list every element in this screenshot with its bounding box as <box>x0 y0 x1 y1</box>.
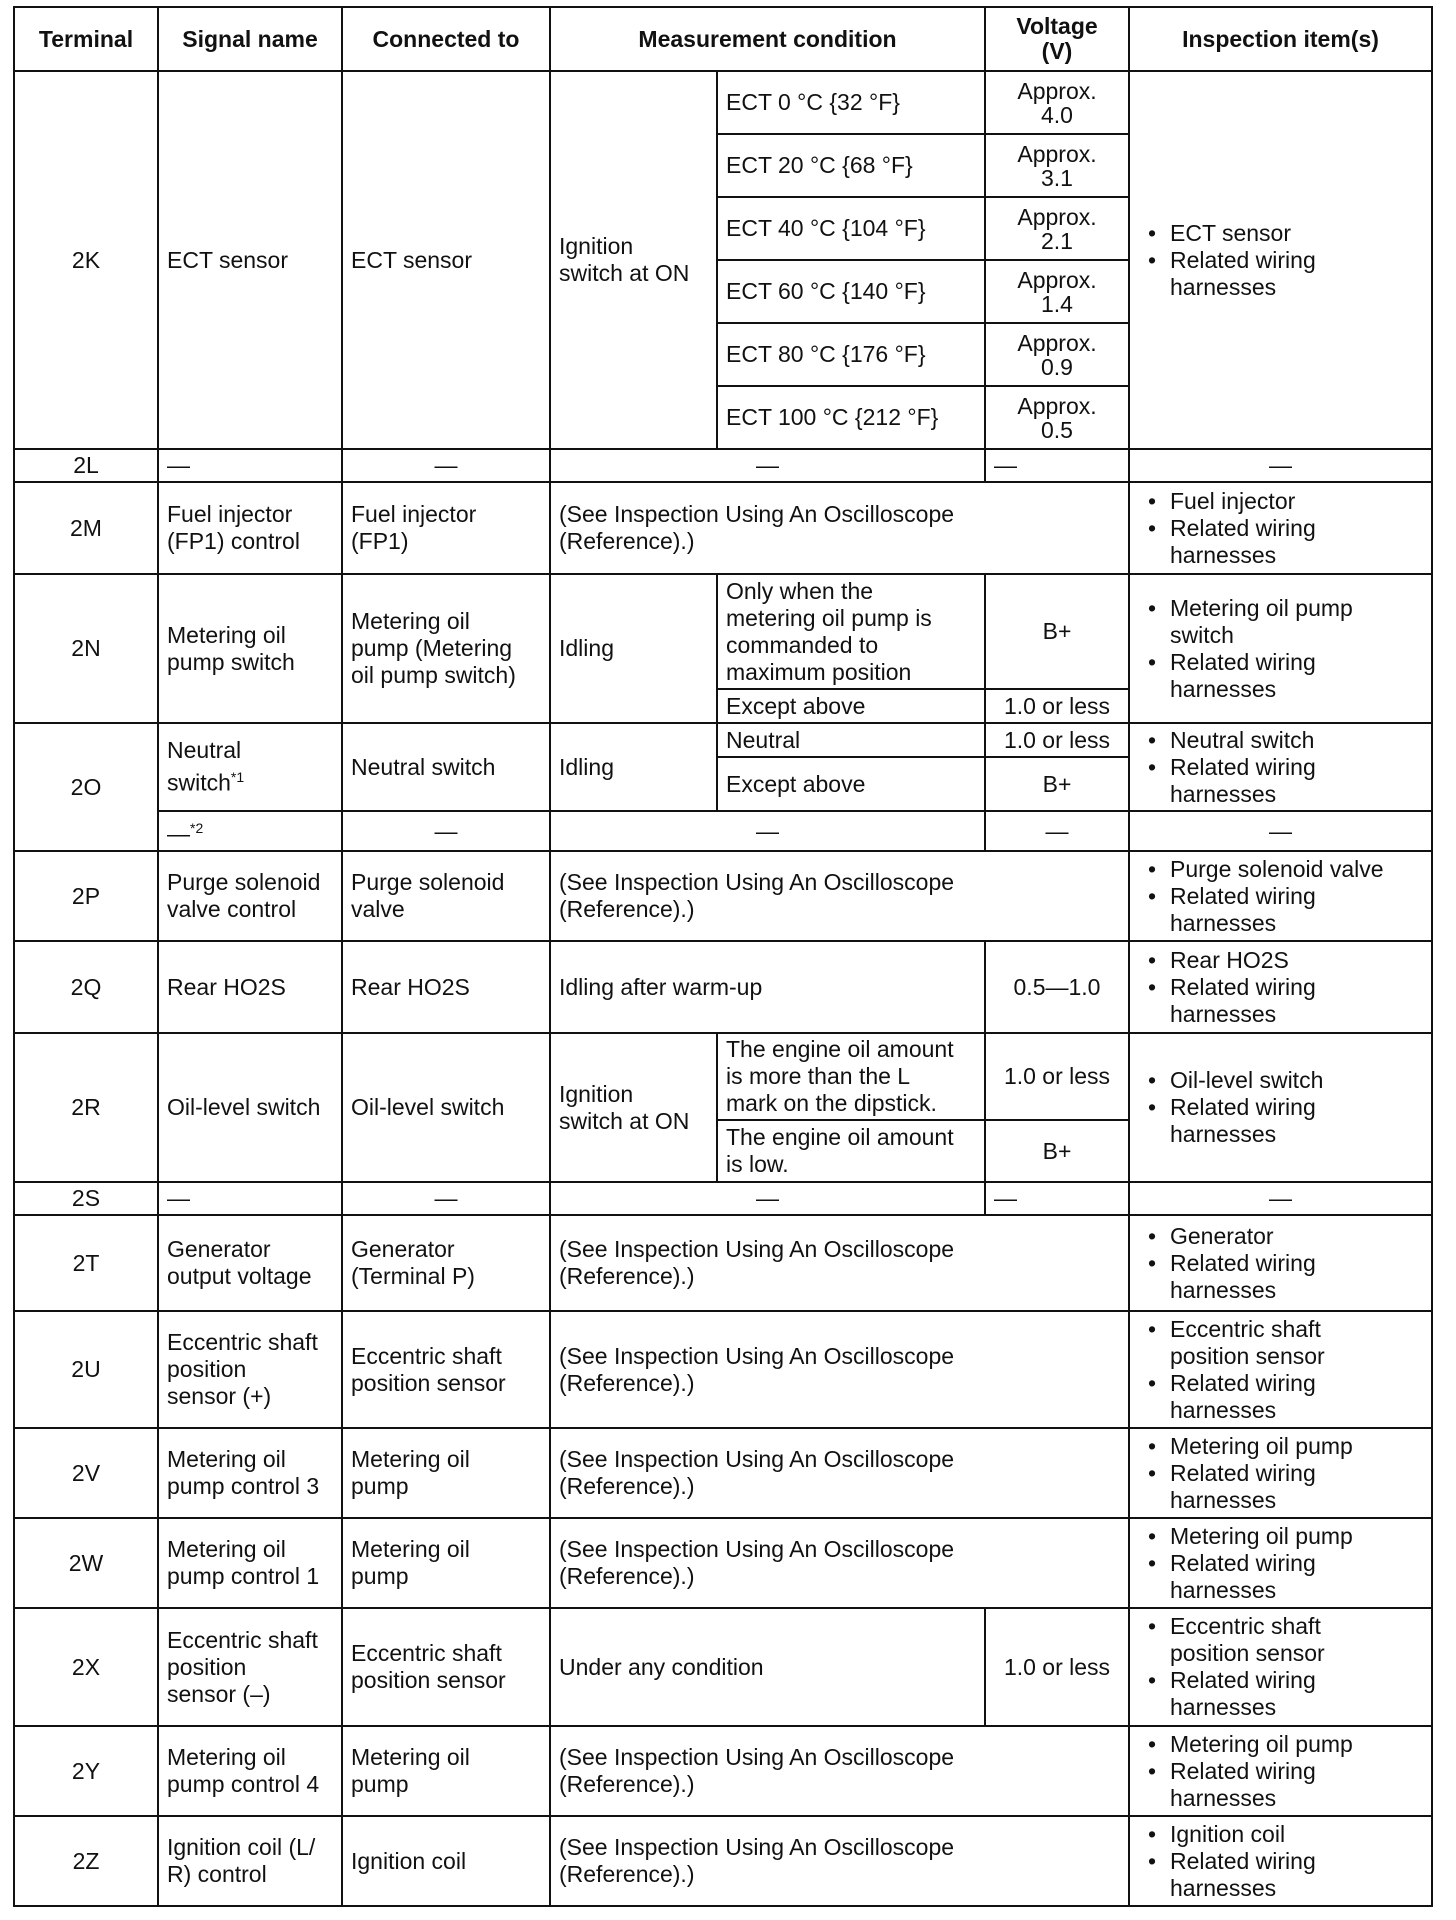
inspection-item: • Metering oil pump switch <box>1138 595 1423 649</box>
connected-cell: Metering oil pump <box>342 1726 550 1816</box>
condition-cell: Idling <box>550 574 717 723</box>
inspection-item: • Related wiring harnesses <box>1138 515 1423 569</box>
table-row <box>14 1608 1432 1726</box>
inspection-cell: — <box>1129 1182 1432 1215</box>
signal-cell <box>158 723 342 811</box>
subcondition-cell: The engine oil amount is more than the L mark on the dipstick. <box>717 1033 985 1120</box>
subcondition-cell: ECT 80 °C {176 °F} <box>717 323 985 386</box>
subcondition-cell: Except above <box>717 757 985 811</box>
header-measurement-condition: Measurement condition <box>550 7 985 71</box>
subcondition-cell: ECT 100 °C {212 °F} <box>717 386 985 449</box>
signal-cell: Fuel injector (FP1) control <box>158 482 342 574</box>
inspection-item: • Related wiring harnesses <box>1138 1848 1423 1902</box>
inspection-item: • Rear HO2S <box>1138 947 1423 974</box>
condition-cell: (See Inspection Using An Oscilloscope (Reference).) <box>550 482 1129 574</box>
header-voltage: Voltage (V) <box>985 7 1129 71</box>
inspection-cell <box>1129 1608 1432 1726</box>
signal-cell: Metering oil pump switch <box>158 574 342 723</box>
terminal-cell: 2R <box>14 1033 158 1182</box>
signal-cell: Purge solenoid valve control <box>158 851 342 941</box>
condition-cell: Idling <box>550 723 717 811</box>
terminal-cell: 2Q <box>14 941 158 1033</box>
voltage-cell: B+ <box>985 1120 1129 1182</box>
connected-cell: Metering oil pump <box>342 1428 550 1518</box>
terminal-cell: 2Y <box>14 1726 158 1816</box>
table-row <box>14 574 1432 689</box>
voltage-cell: 0.5—1.0 <box>985 941 1129 1033</box>
inspection-cell <box>1129 941 1432 1033</box>
condition-cell: (See Inspection Using An Oscilloscope (Reference).) <box>550 1215 1129 1311</box>
voltage-cell: B+ <box>985 757 1129 811</box>
signal-cell: Metering oil pump control 1 <box>158 1518 342 1608</box>
connected-cell: — <box>342 811 550 851</box>
table-row <box>14 811 1432 851</box>
subcondition-cell: The engine oil amount is low. <box>717 1120 985 1182</box>
footnote-marker: *2 <box>190 819 204 836</box>
terminal-voltage-table <box>13 6 1433 1907</box>
connected-cell: Metering oil pump <box>342 1518 550 1608</box>
subcondition-cell: ECT 0 °C {32 °F} <box>717 71 985 134</box>
voltage-cell: 1.0 or less <box>985 1608 1129 1726</box>
inspection-cell: — <box>1129 811 1432 851</box>
inspection-item: • Related wiring harnesses <box>1138 1370 1423 1424</box>
terminal-cell: 2N <box>14 574 158 723</box>
terminal-cell: 2W <box>14 1518 158 1608</box>
terminal-cell: 2T <box>14 1215 158 1311</box>
signal-cell: Eccentric shaft position sensor (–) <box>158 1608 342 1726</box>
header-signal-name: Signal name <box>158 7 342 71</box>
connected-cell: Generator (Terminal P) <box>342 1215 550 1311</box>
inspection-item: • Related wiring harnesses <box>1138 247 1423 301</box>
inspection-cell <box>1129 71 1432 449</box>
signal-cell: ECT sensor <box>158 71 342 449</box>
voltage-cell: — <box>985 449 1129 482</box>
table-row <box>14 449 1432 482</box>
terminal-cell: 2P <box>14 851 158 941</box>
terminal-cell: 2S <box>14 1182 158 1215</box>
signal-text: — <box>167 820 190 847</box>
condition-cell: Idling after warm-up <box>550 941 985 1033</box>
inspection-item: • Related wiring harnesses <box>1138 649 1423 703</box>
terminal-cell: 2X <box>14 1608 158 1726</box>
condition-cell: — <box>550 1182 985 1215</box>
inspection-item: • Related wiring harnesses <box>1138 754 1423 808</box>
signal-cell: Oil-level switch <box>158 1033 342 1182</box>
signal-cell: Rear HO2S <box>158 941 342 1033</box>
inspection-cell <box>1129 1215 1432 1311</box>
inspection-cell <box>1129 1311 1432 1428</box>
condition-cell: Under any condition <box>550 1608 985 1726</box>
connected-cell: Purge solenoid valve <box>342 851 550 941</box>
inspection-cell: — <box>1129 449 1432 482</box>
connected-cell: Fuel injector (FP1) <box>342 482 550 574</box>
table-row <box>14 1311 1432 1428</box>
inspection-cell <box>1129 1726 1432 1816</box>
subcondition-cell: ECT 60 °C {140 °F} <box>717 260 985 323</box>
voltage-cell: B+ <box>985 574 1129 689</box>
signal-cell: Generator output voltage <box>158 1215 342 1311</box>
condition-cell: (See Inspection Using An Oscilloscope (Reference).) <box>550 1311 1129 1428</box>
inspection-item: • Oil-level switch <box>1138 1067 1423 1094</box>
table-row <box>14 1033 1432 1120</box>
inspection-item: • Related wiring harnesses <box>1138 974 1423 1028</box>
signal-cell <box>158 811 342 851</box>
signal-cell: Metering oil pump control 3 <box>158 1428 342 1518</box>
inspection-item: • Eccentric shaft position sensor <box>1138 1316 1423 1370</box>
inspection-item: • Purge solenoid valve <box>1138 856 1423 883</box>
connected-cell: Eccentric shaft position sensor <box>342 1311 550 1428</box>
inspection-item: • Neutral switch <box>1138 727 1423 754</box>
signal-cell: Eccentric shaft position sensor (+) <box>158 1311 342 1428</box>
table-row <box>14 941 1432 1033</box>
condition-cell: — <box>550 811 985 851</box>
table-row <box>14 482 1432 574</box>
inspection-item: • Related wiring harnesses <box>1138 1460 1423 1514</box>
table-row <box>14 1215 1432 1311</box>
connected-cell: ECT sensor <box>342 71 550 449</box>
inspection-item: • Ignition coil <box>1138 1821 1423 1848</box>
inspection-cell <box>1129 1033 1432 1182</box>
terminal-cell: 2O <box>14 723 158 851</box>
terminal-inspection-sheet <box>13 6 1431 1914</box>
inspection-cell <box>1129 1518 1432 1608</box>
condition-cell: (See Inspection Using An Oscilloscope (Reference).) <box>550 1816 1129 1906</box>
inspection-cell <box>1129 482 1432 574</box>
header-connected-to: Connected to <box>342 7 550 71</box>
terminal-cell: 2U <box>14 1311 158 1428</box>
table-row <box>14 1726 1432 1816</box>
inspection-item: • Related wiring harnesses <box>1138 1667 1423 1721</box>
connected-cell: Metering oil pump (Metering oil pump switch) <box>342 574 550 723</box>
inspection-item: • Related wiring harnesses <box>1138 1550 1423 1604</box>
table-row <box>14 71 1432 134</box>
table-header-row <box>14 7 1432 71</box>
table-row <box>14 851 1432 941</box>
condition-cell: Ignition switch at ON <box>550 1033 717 1182</box>
terminal-cell: 2Z <box>14 1816 158 1906</box>
voltage-cell: — <box>985 811 1129 851</box>
condition-cell: (See Inspection Using An Oscilloscope (Reference).) <box>550 1726 1129 1816</box>
connected-cell: Rear HO2S <box>342 941 550 1033</box>
connected-cell: Ignition coil <box>342 1816 550 1906</box>
connected-cell: Neutral switch <box>342 723 550 811</box>
signal-cell: Ignition coil (L/ R) control <box>158 1816 342 1906</box>
signal-text: Neutral switch <box>167 737 242 796</box>
connected-cell: Oil-level switch <box>342 1033 550 1182</box>
table-row <box>14 1518 1432 1608</box>
inspection-item: • Fuel injector <box>1138 488 1423 515</box>
terminal-cell: 2V <box>14 1428 158 1518</box>
voltage-cell: — <box>985 1182 1129 1215</box>
inspection-cell <box>1129 1428 1432 1518</box>
signal-cell: — <box>158 1182 342 1215</box>
inspection-cell <box>1129 574 1432 723</box>
inspection-item: • Metering oil pump <box>1138 1731 1423 1758</box>
condition-cell: — <box>550 449 985 482</box>
inspection-item: • Related wiring harnesses <box>1138 1758 1423 1812</box>
table-row <box>14 723 1432 757</box>
inspection-cell <box>1129 723 1432 811</box>
connected-cell: — <box>342 449 550 482</box>
terminal-cell: 2M <box>14 482 158 574</box>
inspection-item: • Generator <box>1138 1223 1423 1250</box>
subcondition-cell: ECT 20 °C {68 °F} <box>717 134 985 197</box>
voltage-cell: 1.0 or less <box>985 723 1129 757</box>
condition-cell: (See Inspection Using An Oscilloscope (Reference).) <box>550 1428 1129 1518</box>
terminal-cell: 2L <box>14 449 158 482</box>
inspection-item: • Related wiring harnesses <box>1138 1094 1423 1148</box>
table-row <box>14 1816 1432 1906</box>
table-row <box>14 1428 1432 1518</box>
voltage-cell: Approx. 2.1 <box>985 197 1129 260</box>
condition-cell: (See Inspection Using An Oscilloscope (Reference).) <box>550 1518 1129 1608</box>
inspection-item: • Related wiring harnesses <box>1138 1250 1423 1304</box>
voltage-cell: Approx. 0.5 <box>985 386 1129 449</box>
voltage-cell: Approx. 3.1 <box>985 134 1129 197</box>
inspection-cell <box>1129 851 1432 941</box>
inspection-item: • Related wiring harnesses <box>1138 883 1423 937</box>
footnote-marker: *1 <box>230 769 245 786</box>
connected-cell: Eccentric shaft position sensor <box>342 1608 550 1726</box>
subcondition-cell: Except above <box>717 689 985 723</box>
table-row <box>14 1182 1432 1215</box>
inspection-item: • Metering oil pump <box>1138 1433 1423 1460</box>
voltage-cell: 1.0 or less <box>985 689 1129 723</box>
terminal-cell: 2K <box>14 71 158 449</box>
connected-cell: — <box>342 1182 550 1215</box>
inspection-item: • Eccentric shaft position sensor <box>1138 1613 1423 1667</box>
header-inspection-items: Inspection item(s) <box>1129 7 1432 71</box>
voltage-cell: Approx. 0.9 <box>985 323 1129 386</box>
subcondition-cell: Only when the metering oil pump is commanded to maximum position <box>717 574 985 689</box>
signal-cell: — <box>158 449 342 482</box>
subcondition-cell: ECT 40 °C {104 °F} <box>717 197 985 260</box>
condition-cell: (See Inspection Using An Oscilloscope (Reference).) <box>550 851 1129 941</box>
inspection-item: • ECT sensor <box>1138 220 1423 247</box>
subcondition-cell: Neutral <box>717 723 985 757</box>
voltage-cell: Approx. 1.4 <box>985 260 1129 323</box>
header-terminal: Terminal <box>14 7 158 71</box>
inspection-item: • Metering oil pump <box>1138 1523 1423 1550</box>
voltage-cell: 1.0 or less <box>985 1033 1129 1120</box>
signal-cell: Metering oil pump control 4 <box>158 1726 342 1816</box>
condition-cell: Ignition switch at ON <box>550 71 717 449</box>
voltage-cell: Approx. 4.0 <box>985 71 1129 134</box>
inspection-cell <box>1129 1816 1432 1906</box>
